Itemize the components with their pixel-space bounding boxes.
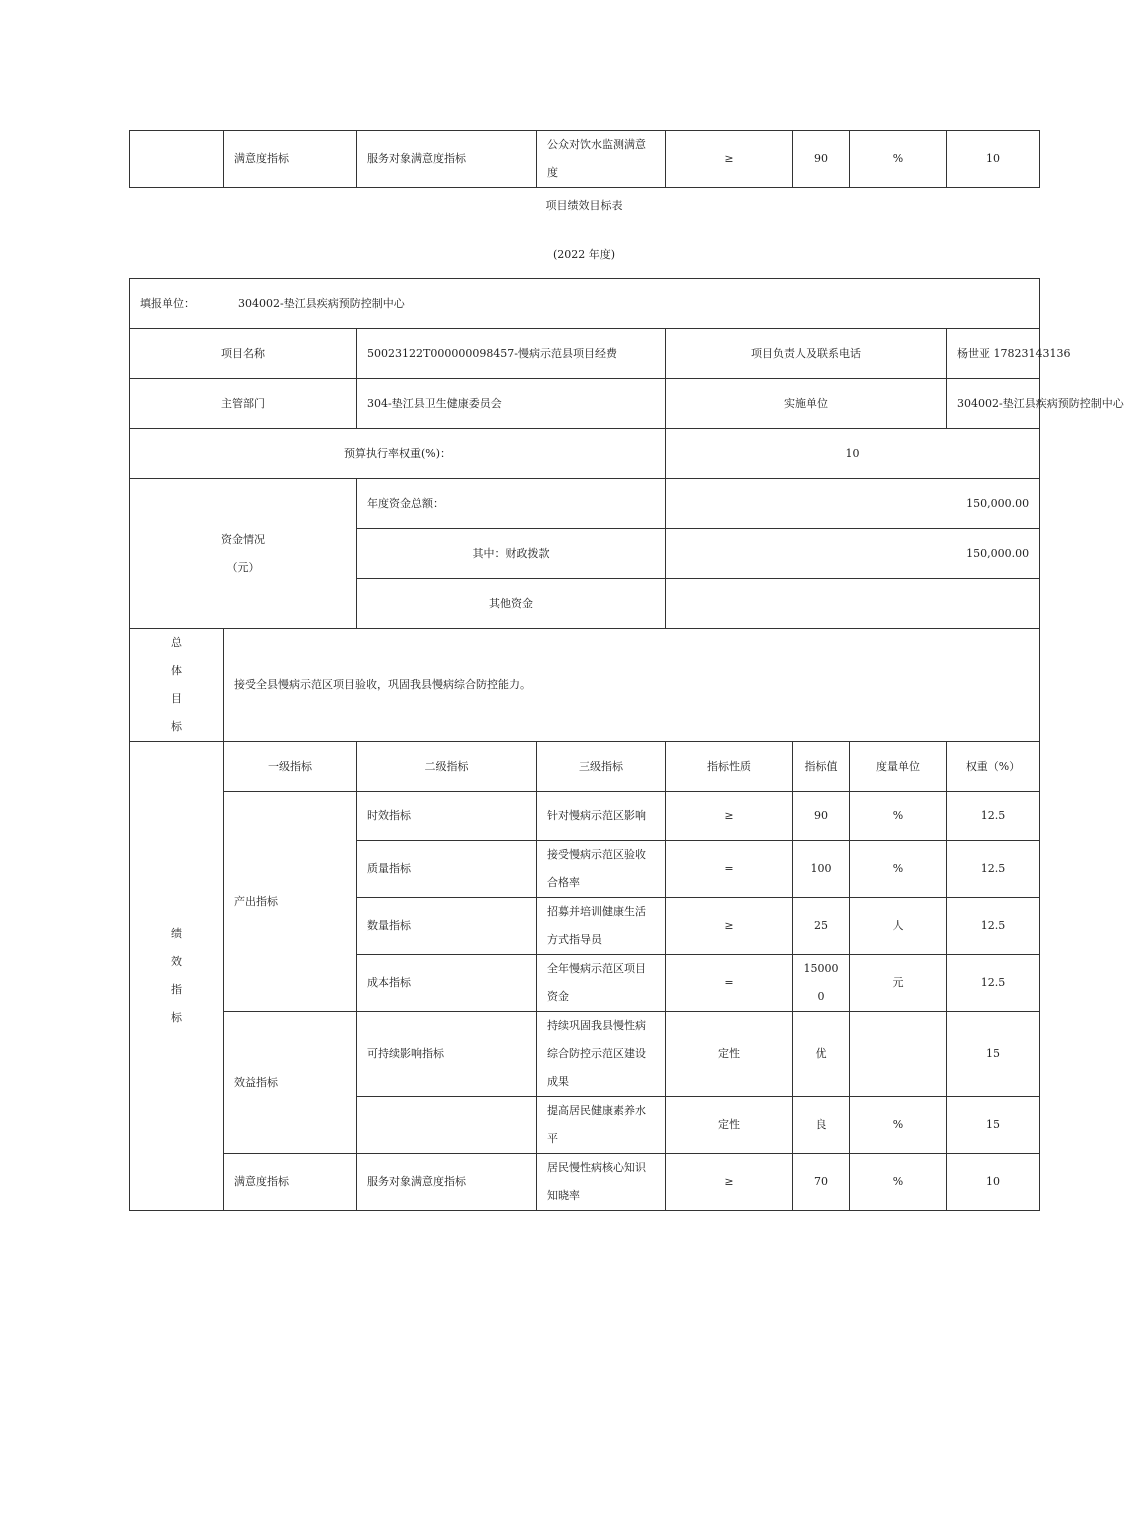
- table-row: [130, 792, 1040, 841]
- weight-cell: 10: [947, 1154, 1040, 1211]
- other-value: [666, 579, 1040, 629]
- weight-cell: 12.5: [947, 955, 1040, 1012]
- level2-cell: 数量指标: [357, 898, 537, 955]
- level3-cell: 公众对饮水监测满意度: [537, 131, 666, 188]
- empty-cell: [130, 131, 224, 188]
- fund-unit-label: （元）: [226, 560, 260, 574]
- budget-weight-label: 预算执行率权重(%)：: [130, 429, 666, 479]
- level3-cell: 提高居民健康素养水平: [537, 1097, 666, 1154]
- perf-char: 指: [171, 983, 182, 996]
- level3-cell: 持续巩固我县慢性病综合防控示范区建设成果: [537, 1012, 666, 1097]
- nature-cell: 定性: [666, 1012, 793, 1097]
- perf-side-label: [130, 742, 224, 1211]
- unit-cell: %: [850, 1154, 947, 1211]
- level3-cell: 招募并培训健康生活方式指导员: [537, 898, 666, 955]
- output-label: 产出指标: [224, 792, 357, 1012]
- weight-cell: 15: [947, 1012, 1040, 1097]
- table-row: [130, 429, 1040, 479]
- value-cell: 25: [793, 898, 850, 955]
- benefit-label: 效益指标: [224, 1012, 357, 1154]
- header-level2: 二级指标: [357, 742, 537, 792]
- contact-label: 项目负责人及联系电话: [666, 329, 947, 379]
- fill-unit-cell: [130, 279, 1040, 329]
- header-level3: 三级指标: [537, 742, 666, 792]
- value-cell: 90: [793, 131, 850, 188]
- performance-goal-table: [129, 278, 1124, 1211]
- goal-char: 目: [171, 692, 182, 705]
- nature-cell: ≥: [666, 792, 793, 841]
- header-level1: 一级指标: [224, 742, 357, 792]
- nature-cell: =: [666, 841, 793, 898]
- page-subtitle: (2022 年度): [552, 248, 616, 261]
- unit-cell: %: [850, 841, 947, 898]
- header-nature: 指标性质: [666, 742, 793, 792]
- weight-cell: 12.5: [947, 792, 1040, 841]
- value-cell: 70: [793, 1154, 850, 1211]
- level1-cell: 满意度指标: [224, 131, 357, 188]
- project-name-value: 50023122T000000098457-慢病示范县项目经费: [357, 329, 666, 379]
- table-row: [130, 742, 1040, 792]
- nature-cell: =: [666, 955, 793, 1012]
- table-row: [130, 1012, 1040, 1097]
- weight-cell: 12.5: [947, 841, 1040, 898]
- value-cell: 90: [793, 792, 850, 841]
- annual-total-label: 年度资金总额：: [357, 479, 666, 529]
- level2-cell: 服务对象满意度指标: [357, 131, 537, 188]
- level3-cell: 全年慢病示范区项目资金: [537, 955, 666, 1012]
- perf-char: 绩: [171, 927, 182, 940]
- annual-total-value: 150,000.00: [666, 479, 1040, 529]
- unit-cell: %: [850, 1097, 947, 1154]
- unit-cell: 人: [850, 898, 947, 955]
- level2-cell: 质量指标: [357, 841, 537, 898]
- level2-cell: 可持续影响指标: [357, 1012, 537, 1097]
- weight-cell: 15: [947, 1097, 1040, 1154]
- nature-cell: ≥: [666, 131, 793, 188]
- fund-label-cell: [130, 479, 357, 629]
- fund-label: 资金情况: [221, 532, 265, 546]
- value-cell: 优: [793, 1012, 850, 1097]
- level3-cell: 居民慢性病核心知识知晓率: [537, 1154, 666, 1211]
- table-row: [130, 479, 1040, 529]
- table-row: [130, 279, 1040, 329]
- weight-cell: 10: [947, 131, 1040, 188]
- header-unit: 度量单位: [850, 742, 947, 792]
- unit-cell: %: [850, 792, 947, 841]
- table-row: [130, 1154, 1040, 1211]
- header-weight: 权重（%）: [947, 742, 1040, 792]
- continuation-table: [129, 130, 1040, 188]
- table-row: [130, 131, 1040, 188]
- goal-char: 总: [171, 636, 182, 649]
- perf-char: 效: [171, 955, 182, 968]
- value-cell: 150000: [793, 955, 850, 1012]
- dept-label: 主管部门: [130, 379, 357, 429]
- header-value: 指标值: [793, 742, 850, 792]
- unit-cell: [850, 1012, 947, 1097]
- nature-cell: ≥: [666, 1154, 793, 1211]
- goal-char: 体: [171, 664, 182, 677]
- unit-cell: 元: [850, 955, 947, 1012]
- level2-cell: 服务对象满意度指标: [357, 1154, 537, 1211]
- overall-goal-label: [130, 629, 224, 742]
- fiscal-value: 150,000.00: [666, 529, 1040, 579]
- value-cell: 良: [793, 1097, 850, 1154]
- table-row: [130, 629, 1040, 742]
- dept-value: 304-垫江县卫生健康委员会: [357, 379, 666, 429]
- fill-unit-label: 填报单位：: [140, 296, 195, 310]
- budget-weight-value: 10: [666, 429, 1040, 479]
- page-title: 项目绩效目标表: [545, 199, 623, 212]
- impl-label: 实施单位: [666, 379, 947, 429]
- nature-cell: 定性: [666, 1097, 793, 1154]
- value-cell: 100: [793, 841, 850, 898]
- level2-cell: 时效指标: [357, 792, 537, 841]
- level2-cell: 成本指标: [357, 955, 537, 1012]
- contact-value: 杨世亚 17823143136: [947, 329, 1040, 379]
- unit-cell: %: [850, 131, 947, 188]
- impl-value: 304002-垫江县疾病预防控制中心: [947, 379, 1040, 429]
- perf-char: 标: [171, 1011, 182, 1024]
- nature-cell: ≥: [666, 898, 793, 955]
- fill-unit-value: 304002-垫江县疾病预防控制中心: [238, 296, 405, 310]
- level3-cell: 接受慢病示范区验收合格率: [537, 841, 666, 898]
- project-name-label: 项目名称: [130, 329, 357, 379]
- level3-cell: 针对慢病示范区影响: [537, 792, 666, 841]
- table-row: [130, 379, 1040, 429]
- overall-goal-text: 接受全县慢病示范区项目验收，巩固我县慢病综合防控能力。: [224, 629, 1040, 742]
- table-row: [130, 329, 1040, 379]
- goal-char: 标: [171, 720, 182, 733]
- other-label: 其他资金: [357, 579, 666, 629]
- weight-cell: 12.5: [947, 898, 1040, 955]
- level1-cell: 满意度指标: [224, 1154, 357, 1211]
- level2-cell: [357, 1097, 537, 1154]
- fiscal-label: 其中：财政拨款: [357, 529, 666, 579]
